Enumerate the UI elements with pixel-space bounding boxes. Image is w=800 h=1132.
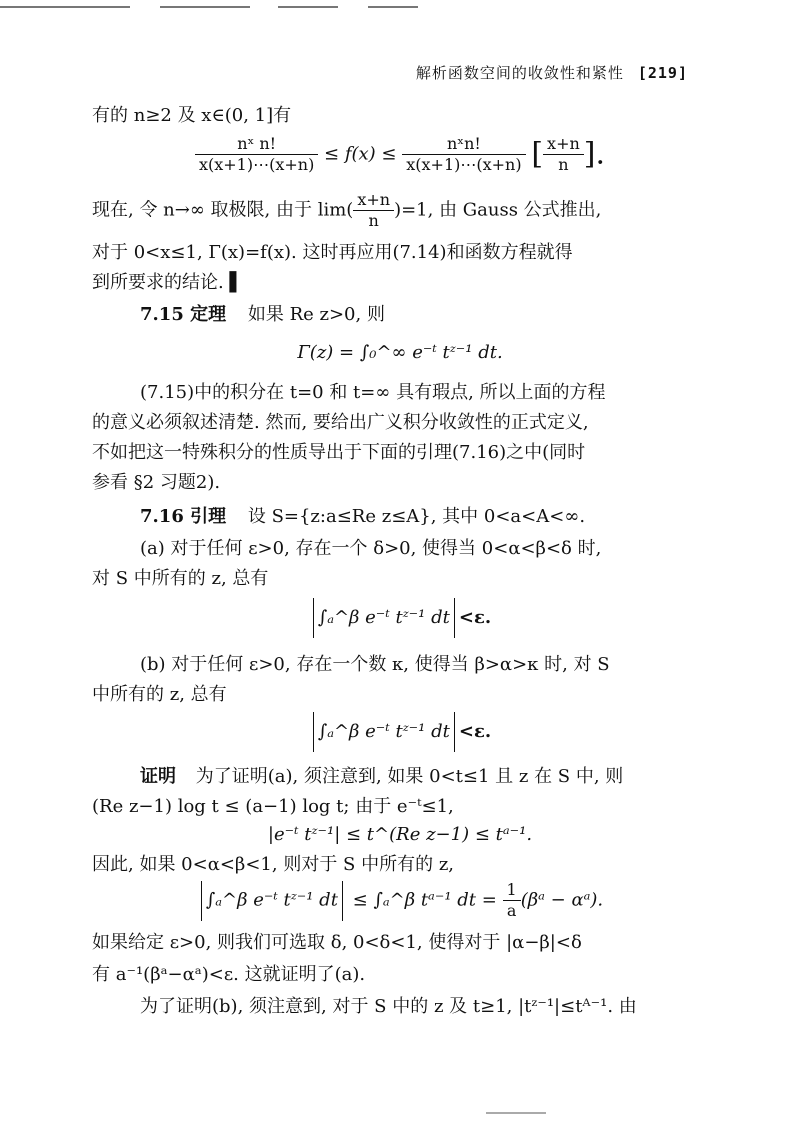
top-rule [368, 6, 418, 8]
fraction: $\frac{\text{nˣn!}}{x(x+1)\cdots(x+n)}$ [402, 134, 525, 175]
text-line: 参看 §2 习题2). [92, 472, 221, 493]
text-line: (7.15)中的积分在 t=0 和 t=∞ 具有瑕点, 所以上面的方程 [140, 382, 606, 403]
theorem-text: 如果 Re z>0, 则 [247, 304, 385, 325]
text-line: 为了证明(b), 须注意到, 对于 S 中的 z 及 t≥1, |tᶻ⁻¹|≤tᴬ⁻¹. 由 [140, 996, 637, 1017]
text-line: 到所要求的结论. ▌ [92, 272, 244, 293]
running-title: 解析函数空间的收敛性和紧性 [415, 64, 624, 82]
fraction: $\frac{x+n}{n}$ [353, 190, 394, 231]
text-line: 因此, 如果 0<α<β<1, 则对于 S 中所有的 z, [92, 854, 455, 875]
scan-mark [486, 1112, 546, 1114]
fraction: $\frac{x+n}{n}$ [543, 134, 584, 175]
top-rule [160, 6, 250, 8]
equation-bound-b: ∫ₐ^β e⁻ᵗ tᶻ⁻¹ dt <ε. [0, 712, 800, 752]
equation-bound-a: ∫ₐ^β e⁻ᵗ tᶻ⁻¹ dt <ε. [0, 598, 800, 638]
proof-label: 证明 [140, 766, 176, 787]
text-line: (a) 对于任何 ε>0, 存在一个 δ>0, 使得当 0<α<β<δ 时, [140, 538, 602, 559]
equation-abs-bound: |e⁻ᵗ tᶻ⁻¹| ≤ t^(Re z−1) ≤ tᵃ⁻¹. [267, 824, 533, 845]
text-line: 对于 0<x≤1, Γ(x)=f(x). 这时再应用(7.14)和函数方程就得 [92, 242, 573, 263]
text-line: 如果给定 ε>0, 则我们可选取 δ, 0<δ<1, 使得对于 |α−β|<δ [92, 932, 582, 953]
fraction: $\frac{1}{a}$ [503, 880, 521, 921]
text-line: 不如把这一特殊积分的性质导出于下面的引理(7.16)之中(同时 [92, 442, 586, 463]
text-line: 有的 n≥2 及 x∈(0, 1]有 [92, 105, 292, 126]
text-line: 对 S 中所有的 z, 总有 [92, 568, 269, 589]
top-rule [0, 6, 130, 8]
text-line: 的意义必须叙述清楚. 然而, 要给出广义积分收敛性的正式定义, [92, 412, 589, 433]
proof-line: 证明 为了证明(a), 须注意到, 如果 0<t≤1 且 z 在 S 中, 则 [140, 766, 624, 787]
text-line: (Re z−1) log t ≤ (a−1) log t; 由于 e⁻ᵗ≤1, [92, 796, 454, 817]
text-line: 现在, 令 n→∞ 取极限, 由于 lim( $\frac{x+n}{n}$ )=1, 由 Gauss 公式推出, [92, 190, 602, 230]
equation-estimate: ∫ₐ^β e⁻ᵗ tᶻ⁻¹ dt ≤ ∫ₐ^β tᵃ⁻¹ dt = $\frac{1}{a}$ (βᵃ − αᵃ). [0, 880, 800, 921]
page-number: [219] [637, 64, 688, 82]
text-line: 有 a⁻¹(βᵃ−αᵃ)<ε. 这就证明了(a). [92, 964, 366, 985]
equation-inequality: $\frac{\text{nˣ n!}}{x(x+1)\cdots(x+n)}$ ≤ f(x) ≤ $\frac{\text{nˣn!}}{x(x+1)\cdots(x+n)}$ [ $\frac{x+n}{n}$ ]. [0, 134, 800, 175]
theorem-7-15 [140, 302, 740, 328]
top-rule [278, 6, 338, 8]
running-header [416, 62, 688, 83]
lemma-text: 设 S={z:a≤Re z≤A}, 其中 0<a<A<∞. [247, 506, 586, 527]
theorem-label: 7.15 定理 [140, 304, 227, 325]
lemma-7-16 [140, 504, 740, 530]
text-line: (b) 对于任何 ε>0, 存在一个数 κ, 使得当 β>α>κ 时, 对 S [140, 654, 610, 675]
lemma-label: 7.16 引理 [140, 506, 227, 527]
equation-gamma-integral: Γ(z) = ∫₀^∞ e⁻ᵗ tᶻ⁻¹ dt. [297, 342, 503, 363]
fraction: $\frac{\text{nˣ n!}}{x(x+1)\cdots(x+n)}$ [195, 134, 318, 175]
text-line: 中所有的 z, 总有 [92, 684, 227, 705]
